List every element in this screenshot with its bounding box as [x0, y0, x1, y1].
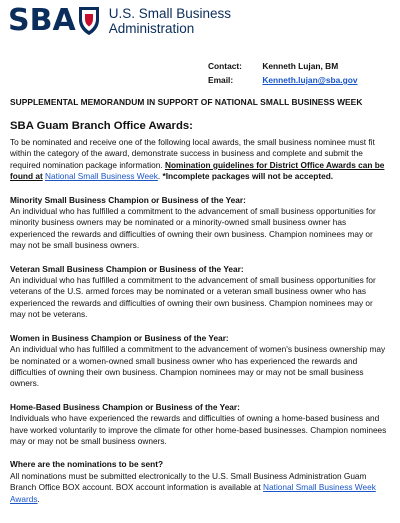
sba-logo: [8, 3, 231, 38]
intro-after-link: .: [157, 171, 163, 182]
email-row: [208, 73, 358, 87]
award-text: An individual who has fulfilled a commitment to the advancement of women's business ownership may be nominated or a women-owned small business owner who has experienced the rewards and difficulties of owning their own business. Champion nominees may or may not be small business owners.: [10, 344, 386, 389]
intro-period: .: [330, 171, 334, 182]
award-title: Women in Business Champion or Business of the Year:: [10, 332, 229, 343]
email-link[interactable]: Kenneth.lujan@sba.gov: [262, 75, 358, 85]
contact-label: Contact:: [208, 61, 242, 71]
submission-period: .: [37, 493, 40, 504]
submission-paragraph: [10, 471, 390, 505]
submission-title: Where are the nominations to be sent?: [10, 459, 164, 470]
document-body: [10, 120, 390, 505]
contact-name: Kenneth Lujan, BM: [262, 61, 339, 71]
award-title: Veteran Small Business Champion or Business of the Year:: [10, 263, 244, 274]
logo-line-1: U.S. Small Business: [108, 6, 231, 21]
logo-wordmark: [109, 6, 231, 36]
logo-line-2: Administration: [108, 21, 195, 36]
submission-text: All nominations must be submitted electronically to the U.S. Small Business Administration Guam Branch Office BOX account. BOX account information is available at: [10, 470, 367, 493]
contact-block: [208, 59, 358, 87]
logo-mark: [8, 3, 100, 38]
intro-bold-end: *Incomplete packages will not be accepted: [162, 171, 331, 182]
memo-title: SUPPLEMENTAL MEMORANDUM IN SUPPORT OF NATIONAL SMALL BUSINESS WEEK: [10, 97, 363, 107]
award-section: [10, 333, 390, 390]
contact-row: [208, 59, 358, 73]
logo-letters: SBA: [8, 3, 76, 38]
intro-text: To be nominated and receive one of the following local awards, the small business nominee must fit within the category of the award, demonstrate success in business and complete and submit the required nomination package information.: [10, 137, 375, 170]
eagle-shield-icon: [78, 6, 100, 36]
nsbw-link[interactable]: National Small Business Week: [45, 171, 158, 182]
award-text: An individual who has fulfilled a commitment to the advancement of small business opportunities for minority business owners may be nominated or a minority-owned small business owner has experienced the rewards and difficulties of owning their own business. Champion nominees may or may not be small business owners.: [10, 206, 376, 251]
section-title: SBA Guam Branch Office Awards:: [10, 120, 193, 132]
award-section: [10, 264, 390, 321]
intro-paragraph: [10, 137, 390, 183]
intro-bold-underline: Nomination guidelines for District Office Awards can be found at: [10, 159, 385, 182]
submission-section: [10, 459, 390, 505]
email-label: Email:: [208, 75, 234, 85]
award-section: [10, 402, 390, 448]
nsbw-awards-link[interactable]: National Small Business Week Awards: [10, 482, 376, 504]
award-text: An individual who has fulfilled a commitment to the advancement of small business opportunities for veterans of the U.S. armed forces may be nominated or a veteran small business owner who has experienced the rewards and difficulties of owning their own business. Champion nominees may or may not be veterans.: [10, 275, 376, 320]
award-title: Minority Small Business Champion or Business of the Year:: [10, 194, 246, 205]
award-title: Home-Based Business Champion or Business of the Year:: [10, 401, 240, 412]
award-section: [10, 195, 390, 252]
award-text: Individuals who have experienced the rewards and difficulties of owning a home-based business and have worked voluntarily to improve the climate for other home-based businesses. Champion nominees may or may not be small business owners.: [10, 413, 387, 446]
